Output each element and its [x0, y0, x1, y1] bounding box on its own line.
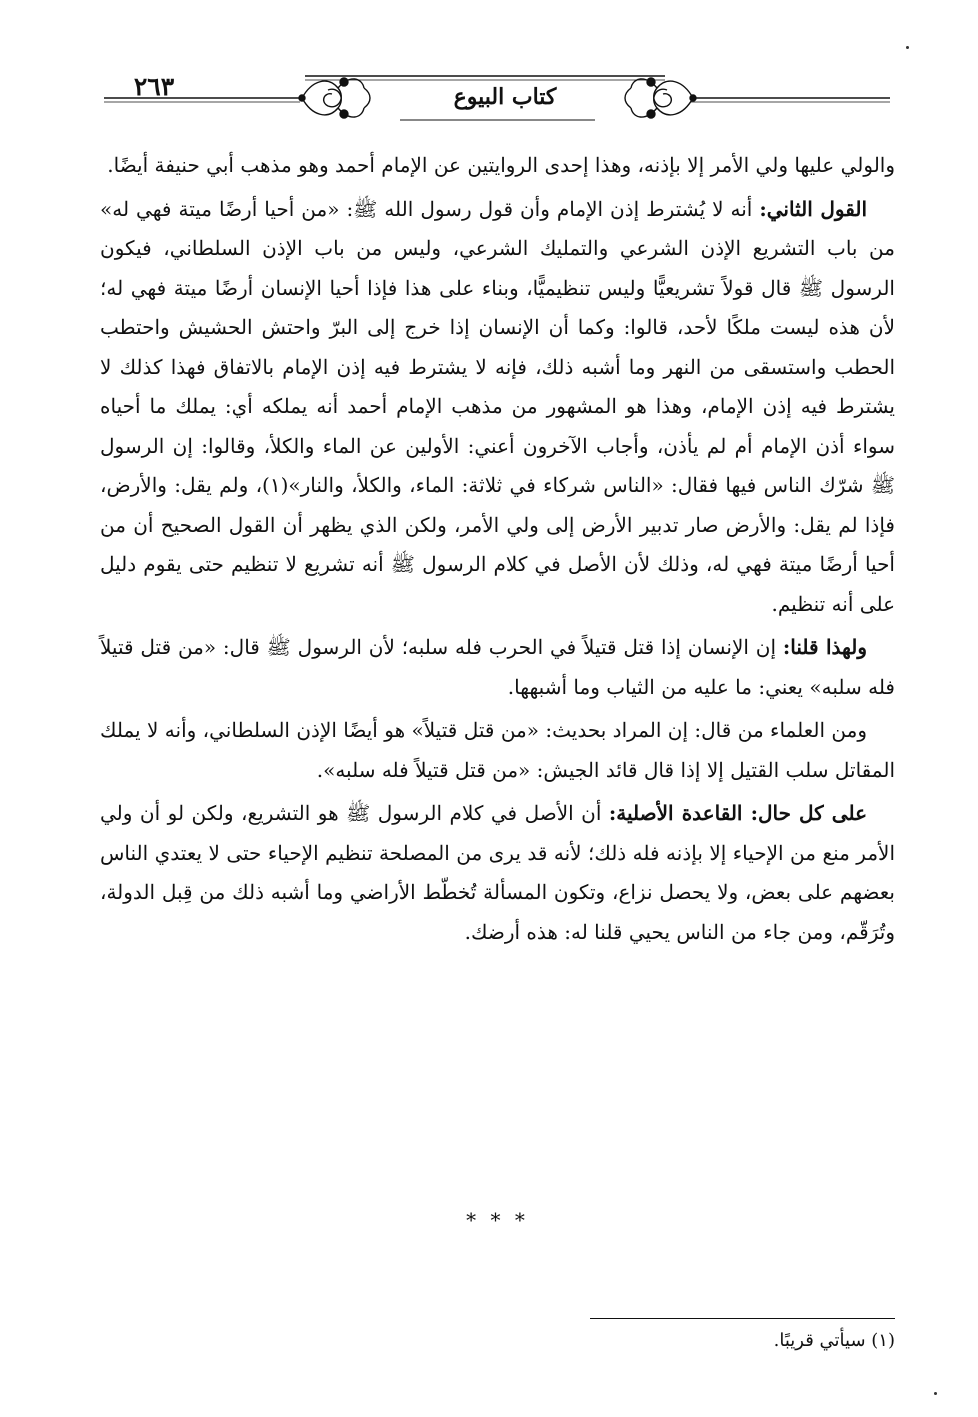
page-header	[100, 62, 895, 142]
paragraph-text: ومن العلماء من قال: إن المراد بحديث: «من قتل قتيلاً» هو أيضًا الإذن السلطاني، وأنه لا يملك المقاتل سلب القتيل إلا إذا قال قائد الجيش: «من قتل قتيلاً فله سلبه».	[100, 718, 895, 782]
paragraph	[100, 711, 895, 790]
paragraph-text: والولي عليها ولي الأمر إلا بإذنه، وهذا إحدى الروايتين عن الإمام أحمد وهو مذهب أبي حنيفة أيضًا.	[107, 153, 895, 177]
paragraph	[100, 190, 895, 625]
paragraph-lead: ولهذا قلنا:	[782, 635, 868, 659]
paragraph-text: أنه لا يُشترط إذن الإمام وأن قول رسول الله ﷺ: «من أحيا أرضًا ميتة فهي له» من باب التشريع الإذن الشرعي والتمليك الشرعي، وليس من باب الإذن السلطاني، فيكون الرسول ﷺ قال قولاً تشريعيًّا وليس تنظيميًّا، وبناء على هذا فإذا أحيا الإنسان أرضًا ميتة فهي له؛ لأن هذه ليست ملكًا لأحد، قالوا: وكما أن الإنسان إذا خرج إلى البرّ واحتش الحشيش واحتطب الحطب واستسقى من النهر وما أشبه ذلك، فإنه لا يشترط فيه إذن الإمام بالاتفاق فهذا كذلك لا يشترط فيه إذن الإمام، وهذا هو المشهور من مذهب الإمام أحمد أنه يملكه أي: يملك ما أحياه سواء أذن الإمام أم لم يأذن، وأجاب الآخرون أعني: الأولين عن الماء والكلأ، وقالوا: إن الرسول ﷺ شرّك الناس فيها فقال: «الناس شركاء في ثلاثة: الماء، والكلأ، والنار»(١)، ولم يقل: والأرض، فإذا لم يقل: والأرض صار تدبير الأرض إلى ولي الأمر، ولكن الذي يظهر أن القول الصحيح أن من أحيا أرضًا ميتة فهي له، وذلك لأن الأصل في كلام الرسول ﷺ أنه تشريع لا تنظيم حتى يقوم دليل على أنه تنظيم.	[100, 196, 896, 616]
paragraph-lead: على كل حال: القاعدة الأصلية:	[608, 801, 868, 825]
footnote: (١) سيأتي قريبًا.	[773, 1330, 895, 1351]
paragraph	[100, 628, 895, 707]
page-number: ٢٦٣	[133, 72, 175, 101]
main-text	[100, 146, 895, 956]
paragraph-text: إن الإنسان إذا قتل قتيلاً في الحرب فله سلبه؛ لأن الرسول ﷺ قال: «من قتل قتيلاً فله سلبه» يعني: ما عليه من الثياب وما أشبهها.	[100, 635, 895, 699]
scan-speck	[906, 46, 909, 49]
paragraph	[100, 146, 895, 186]
section-separator: * * *	[466, 1208, 529, 1232]
scan-speck	[934, 1392, 937, 1395]
running-title: كتاب البيوع	[453, 84, 557, 110]
paragraph	[100, 794, 895, 952]
paragraph-lead: القول الثاني:	[759, 196, 867, 221]
paragraph-text: أن الأصل في كلام الرسول ﷺ هو التشريع، ولكن لو أن ولي الأمر منع من الإحياء إلا بإذنه فله ذلك؛ لأنه قد يرى من المصلحة تنظيم الإحياء حتى لا يعتدي الناس بعضهم على بعض، ولا يحصل نزاع، وتكون المسألة تُخطّط الأراضي وما أشبه ذلك من قِبل الدولة، وتُرَقّم، ومن جاء من الناس يحيي قلنا له: هذه أرضك.	[100, 801, 895, 944]
footnote-divider	[590, 1318, 895, 1319]
